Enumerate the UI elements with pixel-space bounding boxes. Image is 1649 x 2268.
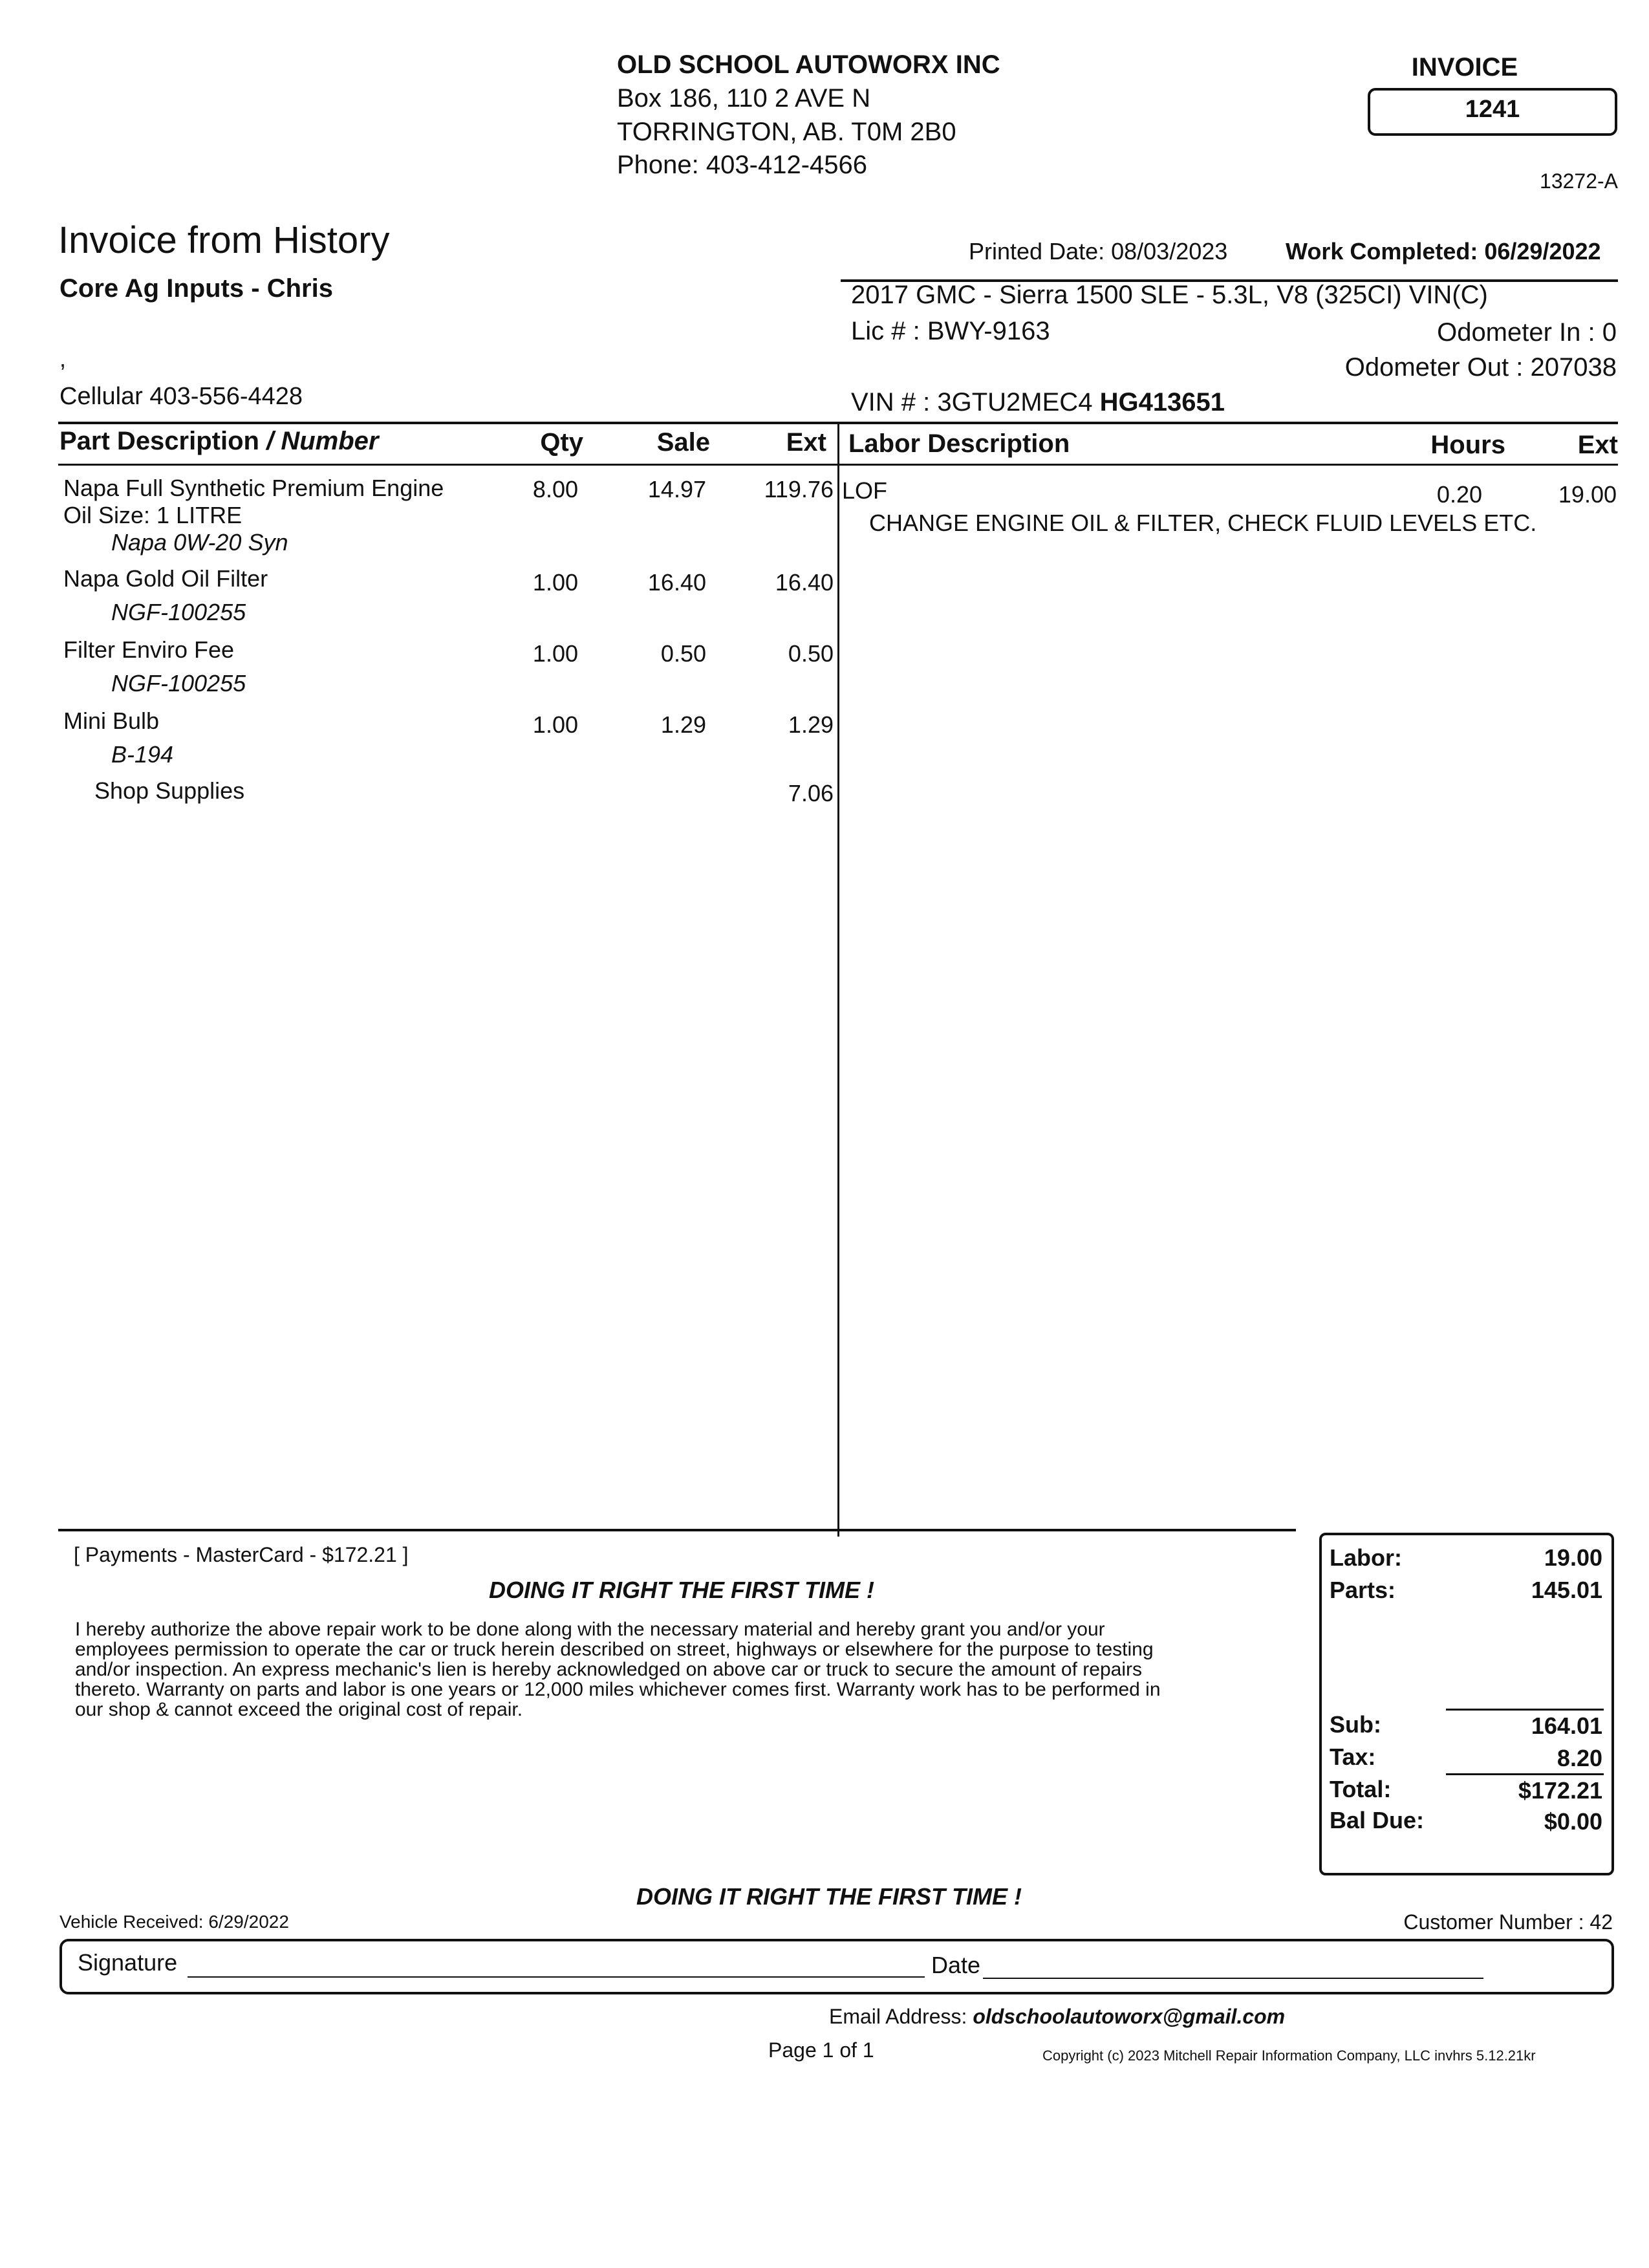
page-number: Page 1 of 1 (768, 2038, 874, 2062)
part-ext: 0.50 (788, 640, 834, 667)
authorization-line: our shop & cannot exceed the original cost of repair. (75, 1699, 523, 1720)
shop-supplies-label: Shop Supplies (94, 777, 245, 804)
authorization-line: I hereby authorize the above repair work to be done along with the necessary material and hereby grant you and/or your (75, 1619, 1105, 1640)
part-ext: 16.40 (775, 569, 834, 596)
totals-total-label: Total: (1330, 1776, 1392, 1802)
date-line[interactable] (983, 1978, 1483, 1979)
part-description: Filter Enviro Fee (63, 636, 235, 663)
email-address: oldschoolautoworx@gmail.com (973, 2005, 1286, 2028)
totals-bal-value: $0.00 (1544, 1808, 1602, 1835)
authorization-line: employees permission to operate the car or truck herein described on street, highways or elsewhere for the purpose to testing (75, 1639, 1154, 1660)
parts-header-ext: Ext (786, 428, 826, 457)
labor-ext: 19.00 (1558, 481, 1617, 508)
odometer-out: Odometer Out : 207038 (1344, 353, 1617, 382)
printed-date: Printed Date: 08/03/2023 (969, 238, 1228, 265)
totals-labor-label: Labor: (1330, 1544, 1402, 1571)
shop-supplies-ext: 7.06 (788, 780, 834, 806)
vin-prefix: VIN # : 3GTU2MEC4 (851, 388, 1093, 416)
invoice-number: 1241 (1465, 96, 1520, 123)
part-description-line2: Oil Size: 1 LITRE (63, 502, 242, 528)
customer-number: Customer Number : 42 (1403, 1910, 1613, 1934)
labor-header-desc: Labor Description (848, 429, 1070, 458)
subtotal-rule (1446, 1709, 1604, 1711)
totals-parts-value: 145.01 (1531, 1577, 1602, 1603)
customer-cellular: Cellular 403-556-4428 (59, 383, 303, 410)
labor-hours: 0.20 (1436, 481, 1482, 508)
part-qty: 8.00 (532, 476, 578, 502)
odometer-in: Odometer In : 0 (1437, 318, 1617, 347)
slogan-bottom: DOING IT RIGHT THE FIRST TIME ! (636, 1883, 1022, 1910)
part-ext: 119.76 (764, 476, 834, 502)
company-phone: Phone: 403-412-4566 (617, 151, 867, 179)
totals-tax-value: 8.20 (1557, 1745, 1602, 1771)
labor-code: LOF (842, 477, 888, 504)
customer-name: Core Ag Inputs - Chris (59, 274, 333, 303)
part-description: Napa Gold Oil Filter (63, 565, 268, 592)
vehicle-received: Vehicle Received: 6/29/2022 (59, 1912, 289, 1932)
part-number: NGF-100255 (111, 670, 246, 697)
part-description: Napa Full Synthetic Premium Engine (63, 475, 444, 501)
authorization-line: thereto. Warranty on parts and labor is one years or 12,000 miles whichever comes first. Warranty work has to be performed in (75, 1679, 1161, 1700)
customer-address-blank: , (59, 345, 67, 372)
authorization-line: and/or inspection. An express mechanic's lien is hereby acknowledged on above car or truck to secure the amount of repairs (75, 1659, 1142, 1680)
part-sale: 0.50 (660, 640, 706, 667)
footer-top-rule (58, 1529, 1296, 1531)
part-number: Napa 0W-20 Syn (111, 529, 288, 556)
parts-header-number-label: / Number (266, 427, 379, 455)
part-qty: 1.00 (532, 711, 578, 738)
work-completed-date: Work Completed: 06/29/2022 (1286, 238, 1601, 265)
part-sale: 14.97 (647, 476, 706, 502)
email-label: Email Address: (829, 2005, 967, 2028)
parts-header-desc (59, 427, 378, 456)
totals-total-value: $172.21 (1518, 1777, 1602, 1804)
totals-bal-label: Bal Due: (1330, 1807, 1425, 1833)
vin-suffix: HG413651 (1099, 388, 1225, 416)
signature-box (59, 1939, 1614, 1994)
part-ext: 1.29 (788, 711, 834, 738)
invoice-label: INVOICE (1411, 53, 1518, 81)
part-number: NGF-100255 (111, 599, 246, 625)
part-qty: 1.00 (532, 569, 578, 596)
signature-line[interactable] (188, 1976, 925, 1978)
parts-header-desc-label: Part Description (59, 427, 259, 455)
company-name: OLD SCHOOL AUTOWORX INC (617, 50, 1000, 79)
totals-sub-label: Sub: (1330, 1711, 1381, 1738)
company-address-line2: TORRINGTON, AB. T0M 2B0 (617, 118, 956, 146)
labor-header-ext: Ext (1577, 431, 1618, 459)
invoice-ref: 13272-A (1540, 169, 1618, 193)
parts-header-sale: Sale (656, 428, 710, 457)
authorization-text (75, 1619, 1304, 1720)
vehicle-license: Lic # : BWY-9163 (851, 317, 1050, 345)
date-label: Date (931, 1952, 981, 1978)
totals-parts-label: Parts: (1330, 1577, 1396, 1603)
slogan-top: DOING IT RIGHT THE FIRST TIME ! (489, 1577, 874, 1603)
copyright: Copyright (c) 2023 Mitchell Repair Information Company, LLC invhrs 5.12.21kr (1042, 2047, 1536, 2064)
page-title: Invoice from History (58, 219, 390, 261)
totals-labor-value: 19.00 (1544, 1544, 1602, 1571)
column-divider (837, 422, 839, 1537)
labor-description: CHANGE ENGINE OIL & FILTER, CHECK FLUID LEVELS ETC. (869, 510, 1537, 536)
payments-note: [ Payments - MasterCard - $172.21 ] (74, 1543, 409, 1566)
part-qty: 1.00 (532, 640, 578, 667)
totals-tax-label: Tax: (1330, 1744, 1376, 1770)
signature-label: Signature (78, 1949, 178, 1976)
part-sale: 16.40 (647, 569, 706, 596)
company-address-line1: Box 186, 110 2 AVE N (617, 84, 871, 113)
part-sale: 1.29 (660, 711, 706, 738)
totals-sub-value: 164.01 (1531, 1712, 1602, 1739)
vehicle-vin (851, 388, 1225, 417)
part-description: Mini Bulb (63, 707, 160, 734)
email-row (829, 2005, 1285, 2029)
vehicle-description: 2017 GMC - Sierra 1500 SLE - 5.3L, V8 (325CI) VIN(C) (851, 281, 1488, 309)
total-rule (1446, 1773, 1604, 1775)
parts-header-qty: Qty (540, 428, 583, 457)
labor-header-hours: Hours (1430, 431, 1505, 459)
part-number: B-194 (111, 741, 174, 768)
